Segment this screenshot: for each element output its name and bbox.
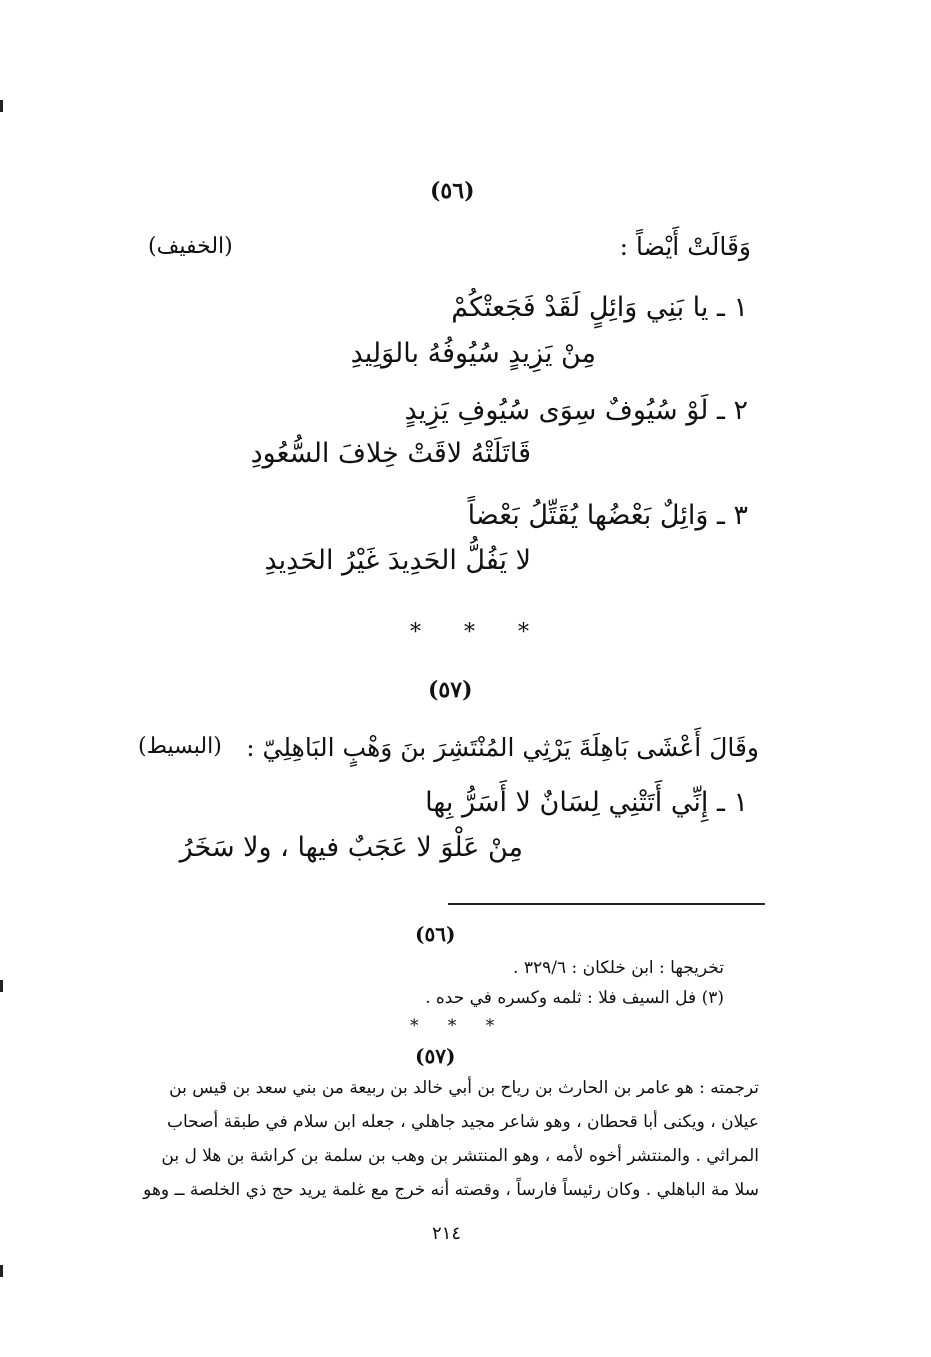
footnote-57-line-1: ترجمته : هو عامر بن الحارث بن رياح بن أبي خالد بن ربيعة من بني سعد بن قيس بن — [169, 1078, 759, 1098]
poem-57-meter: (البسيط) — [138, 734, 222, 759]
footnote-57-line-4: سلا مة الباهلي . وكان رئيساً فارساً ، وقصته أنه خرج مع غلمة يريد حج ذي الخلصة ــ وهو — [143, 1180, 759, 1200]
poem-57-intro: وقَالَ أَعْشَى بَاهِلَةَ يَرْثِي المُنْتَشِرَ بنَ وَهْبٍ البَاهِلِيّ : — [246, 733, 759, 762]
poem-56-intro: وَقَالَتْ أَيْضاً : — [619, 232, 751, 261]
poem-57-verse-1-first: ١ ـ إِنِّي أَتَتْنِي لِسَانٌ لا أَسَرُّ بِها — [425, 787, 748, 818]
poem-57-verse-1-second: مِنْ عَلْوَ لا عَجَبٌ فيها ، ولا سَخَرُ — [179, 832, 523, 863]
footnote-56-number: (٥٦) — [415, 922, 456, 946]
section-separator: * * * — [410, 620, 547, 645]
poem-56-meter: (الخفيف) — [148, 234, 233, 259]
footnote-separator: * * * — [410, 1016, 507, 1036]
footnote-rule — [448, 903, 765, 905]
scan-mark-top — [0, 100, 3, 112]
poem-57-number: (٥٧) — [428, 677, 473, 703]
scan-mark-bottom — [0, 1265, 3, 1277]
poem-56-verse-1-second: مِنْ يَزِيدٍ سُيُوفُهُ بالوَلِيدِ — [350, 338, 596, 369]
footnote-57-number: (٥٧) — [415, 1044, 456, 1068]
scan-mark-middle — [0, 980, 3, 992]
poem-56-verse-3-second: لا يَفُلُّ الحَدِيدَ غَيْرُ الحَدِيدِ — [264, 545, 531, 576]
footnote-56-note-3: (٣) فل السيف فلا : ثلمه وكسره في حده . — [425, 988, 724, 1008]
page-number: ٢١٤ — [432, 1223, 462, 1244]
poem-56-verse-1-first: ١ ـ يا بَنِي وَائِلٍ لَقَدْ فَجَعتْكُمْ — [451, 292, 748, 323]
poem-56-verse-2-second: قَاتَلَتْهُ لاقَتْ خِلافَ السُّعُودِ — [250, 438, 531, 469]
footnote-57-line-3: المراثي . والمنتشر أخوه لأمه ، وهو المنتشر بن وهب بن سلمة بن كراشة بن هلا ل بن — [161, 1146, 759, 1166]
poem-56-verse-2-first: ٢ ـ لَوْ سُيُوفٌ سِوَى سُيُوفِ يَزِيدٍ — [404, 395, 748, 426]
footnote-56-takhrij: تخريجها : ابن خلكان : ٣٢٩/٦ . — [513, 958, 724, 978]
poem-56-verse-3-first: ٣ ـ وَائِلٌ بَعْضُها يُقَتِّلُ بَعْضاً — [467, 500, 748, 531]
poem-56-number: (٥٦) — [430, 178, 475, 204]
footnote-57-line-2: عيلان ، ويكنى أبا قحطان ، وهو شاعر مجيد جاهلي ، جعله ابن سلام في طبقة أصحاب — [166, 1112, 759, 1132]
